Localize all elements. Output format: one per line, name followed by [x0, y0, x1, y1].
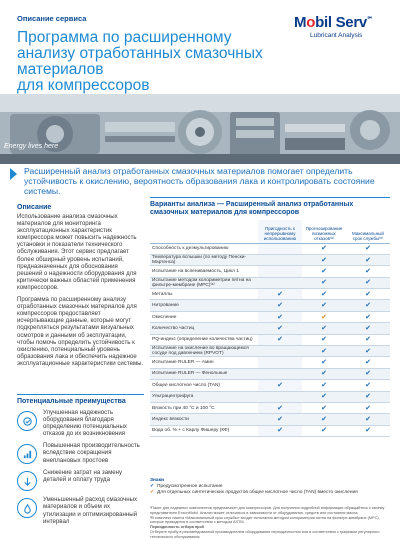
check-icon: ✔	[346, 311, 390, 322]
table-row	[150, 300, 390, 311]
description-paragraph: Использование анализа смазочных материалов для мониторинга эксплуатационных характеристик компрессора может повысить надежность установки и показатели технического обслуживания. Этот сервис предлагает более обширный уровень испытаний, предназначенных для обоснования решений о надежности оборудования для критически важных областей применения компрессоров.	[17, 213, 137, 291]
table-row	[150, 266, 390, 277]
check-icon: ✔	[258, 323, 302, 334]
empty-cell	[258, 277, 302, 288]
empty-cell	[258, 346, 302, 357]
check-icon: ✔	[302, 243, 346, 254]
check-icon: ✔	[302, 300, 346, 311]
productivity-icon	[17, 444, 37, 464]
check-icon: ✔	[302, 311, 346, 322]
row-label: Индекс вязкости	[150, 414, 258, 425]
check-icon: ✔	[302, 254, 346, 265]
table-heading: Варианты анализа — Расширенный анализ отработанных смазочных материалов для компрессоров	[150, 197, 390, 217]
logo-subtitle: Lubricant Analysis	[310, 32, 363, 39]
row-label: Испытание на окисление во вращающемся сосуде под давлением (RPVOT)	[150, 346, 258, 357]
table-header-row	[150, 220, 390, 243]
row-label: Вязкость при 40 °C и 100 °C	[150, 402, 258, 413]
logo-brand	[294, 14, 390, 31]
check-icon: ✔	[346, 402, 390, 413]
check-icon: ✔	[346, 414, 390, 425]
table-row	[150, 402, 390, 413]
empty-cell	[258, 357, 302, 368]
empty-cell	[258, 254, 302, 265]
logo-trademark: ℠	[366, 17, 373, 23]
check-icon: ✔	[258, 425, 302, 436]
analysis-options-section	[150, 197, 390, 437]
table-row	[150, 346, 390, 357]
benefits-heading: Потенциальные преимущества	[17, 394, 144, 405]
legend	[150, 478, 390, 496]
optional-check-icon: ✔	[150, 490, 155, 495]
legend-text: Для отдельных синтетических продуктов общее кислотное число (TAN) вместо окисления	[157, 490, 358, 495]
row-label: Количество частиц	[150, 323, 258, 334]
benefit-item	[17, 409, 144, 437]
table-body	[150, 243, 390, 437]
check-icon: ✔	[302, 425, 346, 436]
check-icon: ✔	[302, 346, 346, 357]
empty-cell	[258, 266, 302, 277]
analysis-table	[150, 220, 390, 437]
check-icon: ✔	[258, 414, 302, 425]
empty-cell	[258, 368, 302, 379]
check-icon: ✔	[346, 289, 390, 300]
check-icon: ✔	[346, 266, 390, 277]
row-label: Температура вспышки (по методу Пенски-Мартенса)	[150, 254, 258, 265]
benefit-item	[17, 442, 144, 464]
benefit-text: Улучшенная надежность оборудования благодаря определению потенциальных отказов до их возникновения	[43, 409, 127, 438]
tagline: Energy lives here	[4, 143, 59, 150]
check-icon: ✔	[150, 484, 155, 489]
row-label: Способность к деэмульгированию	[150, 243, 258, 254]
intro-text: Расширенный анализ отработанных смазочных материалов помогает определить устойчивость к окислению, вероятность образования лака и контролировать состояние системы.	[24, 166, 375, 196]
table-row	[150, 380, 390, 391]
column-header: Прогнозирование возможных отказов⁽ᵃ⁾	[302, 220, 346, 243]
check-icon: ✔	[302, 368, 346, 379]
check-icon: ✔	[346, 277, 390, 288]
title-line-1: Программа по расширенному	[17, 29, 232, 46]
row-label: Общее кислотное число (TAN)	[150, 380, 258, 391]
table-row	[150, 323, 390, 334]
description-heading: Описание	[17, 204, 52, 211]
benefit-text: Уменьшенный расход смазочных материалов и объем их утилизации и оптимизированный интервал	[43, 496, 138, 525]
check-icon: ✔	[258, 289, 302, 300]
row-label: PQ-индекс (определение количества частиц)	[150, 334, 258, 345]
table-row	[150, 425, 390, 436]
row-label: Ультрацентрифуга	[150, 391, 258, 402]
empty-cell	[258, 243, 302, 254]
check-icon: ✔	[302, 289, 346, 300]
check-icon: ✔	[302, 391, 346, 402]
cost-icon	[17, 471, 37, 491]
table-row	[150, 414, 390, 425]
check-icon: ✔	[258, 334, 302, 345]
waste-icon	[17, 498, 37, 518]
table-row	[150, 289, 390, 300]
table-row	[150, 391, 390, 402]
table-row	[150, 357, 390, 368]
mobil-serv-logo	[294, 14, 390, 50]
benefit-text: Повышенная производительность вследствие сокращения внеплановых простоев	[43, 442, 140, 464]
legend-item	[150, 490, 390, 496]
check-icon: ✔	[346, 368, 390, 379]
check-icon: ✔	[302, 323, 346, 334]
table-row	[150, 368, 390, 379]
benefit-item	[17, 496, 144, 524]
check-icon: ✔	[346, 300, 390, 311]
footnote: ᵃПакет для надежных компонентов предназначен для компрессоров. Для получения подробной информации обращайтесь к своему представителю ExxonMobil. Анализ может отличаться в зависимости от оборудования, средств или состояния масла.	[150, 506, 385, 515]
benefits-section	[17, 394, 144, 530]
check-icon: ✔	[346, 334, 390, 345]
table-row	[150, 254, 390, 265]
row-label: Металлы	[150, 289, 258, 300]
title-line-2: анализу отработанных смазочных материалов	[17, 45, 263, 78]
check-icon: ✔	[346, 425, 390, 436]
compressor-illustration	[0, 94, 400, 164]
check-icon: ✔	[302, 380, 346, 391]
page-title	[17, 30, 307, 94]
benefit-text: Снижение затрат на замену деталей и оплату труда	[43, 469, 123, 484]
row-label: Испытание на вспениваемость, Цикл 1	[150, 266, 258, 277]
legend-title: Знаки	[150, 478, 164, 483]
row-label: Испытание RULER — Фенольные	[150, 368, 258, 379]
column-header: Пригодность к непрерывному использованию	[258, 220, 302, 243]
check-icon: ✔	[346, 254, 390, 265]
empty-cell	[258, 391, 302, 402]
column-header: Максимальный срок службы⁽ᵇ⁾	[346, 220, 390, 243]
check-icon: ✔	[258, 380, 302, 391]
benefit-item	[17, 469, 144, 491]
check-icon: ✔	[258, 402, 302, 413]
check-icon: ✔	[346, 391, 390, 402]
footnotes	[150, 506, 390, 540]
row-label: Испытание RULER — Амин	[150, 357, 258, 368]
table-row	[150, 311, 390, 322]
logo-brand-serv: Serv	[335, 14, 367, 31]
check-icon: ✔	[302, 334, 346, 345]
table-row	[150, 334, 390, 345]
section-label: Описание сервиса	[17, 14, 87, 23]
check-icon: ✔	[302, 357, 346, 368]
check-icon: ✔	[302, 266, 346, 277]
table-row	[150, 243, 390, 254]
table-row	[150, 277, 390, 288]
description-paragraph: Программа по расширенному анализу отработанных смазочных материалов для компрессоров предоставляет исчерпывающие данные, которые могут подкрепляться результатами визуальных осмотров и данными об эксплуатации, чтобы помочь определить устойчивость к окислению, потенциальный уровень образования лака и обеспечить надежное эксплуатационные характеристики системы.	[17, 296, 144, 367]
check-icon: ✔	[346, 243, 390, 254]
check-icon: ✔	[346, 380, 390, 391]
check-icon: ✔	[346, 346, 390, 357]
title-line-3: для компрессоров	[17, 77, 150, 94]
description-section	[17, 204, 144, 372]
check-icon: ✔	[258, 311, 302, 322]
footnote: Периодичность отбора проб	[150, 525, 205, 530]
row-label: Испытание методом колориметрии пятна на фильтре-мембране (MPC)⁽ᵃ⁾	[150, 277, 258, 288]
check-icon: ✔	[346, 357, 390, 368]
check-icon: ✔	[346, 323, 390, 334]
legend-text: Предусмотренное испытание	[157, 484, 223, 489]
check-icon: ✔	[302, 402, 346, 413]
check-icon: ✔	[302, 277, 346, 288]
table-header-empty	[150, 220, 258, 243]
reliability-icon	[17, 411, 37, 431]
check-icon: ✔	[302, 414, 346, 425]
row-label: Вода об. % + с Карлу Фишеру (КФ)	[150, 425, 258, 436]
hero-image	[0, 94, 400, 164]
row-label: Окисление	[150, 311, 258, 322]
logo-brand-mobil: Mobil	[294, 14, 332, 31]
check-icon: ✔	[258, 300, 302, 311]
footnote: ᵇВ комплект пакета «Максимальный срок службы» входят испытания методом колориметрии пятна на фильтре-мембране (MPC), которое проводится в соответствии с методом ASTM.	[150, 515, 380, 525]
intro-arrow-icon	[10, 168, 17, 180]
row-label: Нитрование	[150, 300, 258, 311]
footnote: Отберите пробу в рекомендованной производителем оборудования периодичностью или в соответствии с графиком регулярного технического обслуживания.	[150, 529, 380, 539]
